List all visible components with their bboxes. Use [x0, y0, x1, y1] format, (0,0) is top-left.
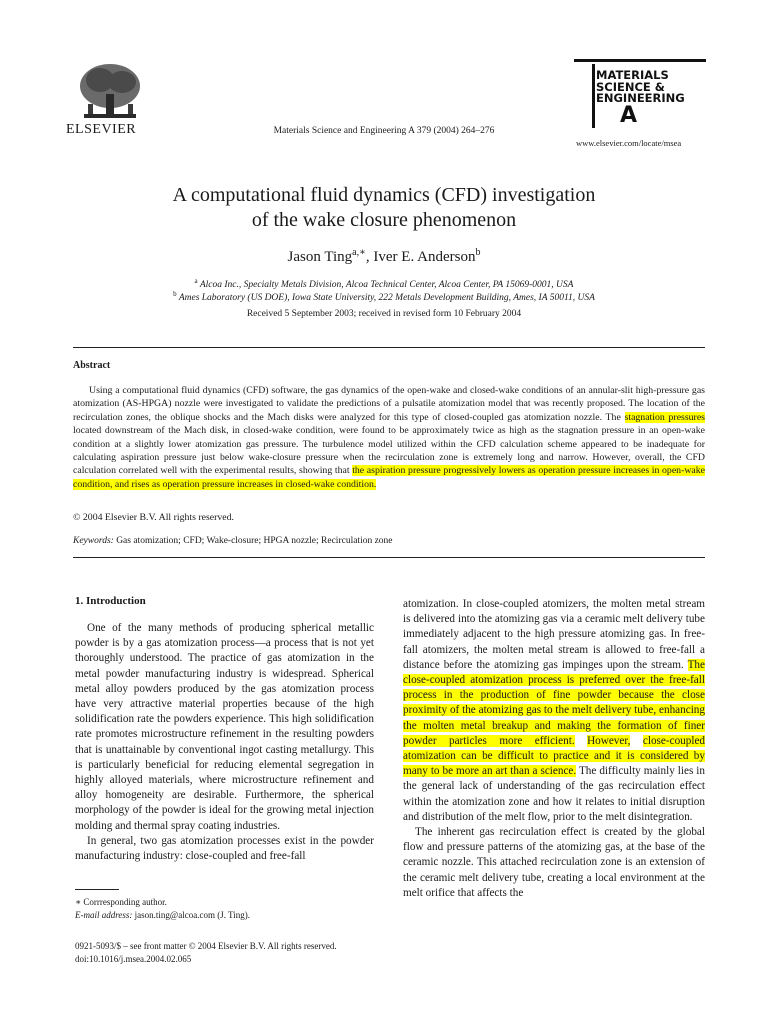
highlight-stagnation: stagnation pressures [624, 411, 705, 423]
doi[interactable]: doi:10.1016/j.msea.2004.02.065 [75, 954, 192, 964]
journal-logo [574, 58, 706, 128]
column-left [75, 621, 374, 864]
issn-doi: 0921-5093/$ – see front matter © 2004 Elsevier B.V. All rights reserved. doi:10.1016/j.msea.2004.02.065 [75, 941, 337, 964]
footnote-rule [75, 889, 119, 890]
journal-logo-text: MATERIALS SCIENCE & ENGINEERING [596, 68, 685, 105]
affiliation-a: $^a$ Alcoa Inc., Specialty Metals Division, Alcoa Technical Center, Alcoa Center, PA 15069-0001, USA [194, 277, 574, 291]
highlight-aspiration: the aspiration pressure progressively lowers as operation pressure increases in open-wake condition, and rises as operation pressure increases in closed-wake condition. [73, 465, 705, 490]
journal-logo-letter: A [620, 103, 638, 128]
paragraph: The inherent gas recirculation effect is created by the global flow and pressure patterns of the atomizing gas, at the base of the ceramic nozzle. This attached recirculation zone is an extension of the ceramic melt delivery tube, creating a local environment at the melt orifice that affects the [403, 826, 705, 899]
highlight-close-coupled: The close-coupled atomization process is preferred over the free-fall process in the production of fine powder because the close proximity of the atomizing gas to the melt delivery tube, enhancing the molten metal breakup and making the formation of finer powder particles more efficient. [403, 658, 705, 747]
author-list: Jason Ting$^{a,∗}$, Iver E. Anderson$^b$ [287, 247, 481, 265]
author-1-mark: a,∗ [352, 247, 366, 258]
author-2-mark: b [475, 247, 481, 258]
journal-url[interactable]: www.elsevier.com/locate/msea [576, 138, 682, 148]
author-1: Jason Ting [287, 249, 353, 265]
affiliation-b: $^b$ Ames Laboratory (US DOE), Iowa State University, 222 Metals Development Building, Ames, IA 50011, USA [173, 290, 595, 304]
abstract-heading: Abstract [73, 360, 111, 371]
paragraph: atomization. In close-coupled atomizers, the molten metal stream is delivered into the atomizing gas via a ceramic melt delivery tube immediately adjacent to the high pressure atomizing gas. In free-fall atomizers, the molten metal stream is allowed to free-fall a distance before the atomizing gas impinges upon the stream. The close-coupled atomization process is preferred over the free-fall process in the production of fine powder because the close proximity of the atomizing gas to the melt delivery tube, enhancing the molten metal breakup and making the formation of finer powder particles more efficient. However, close-coupled atomization can be difficult to practice and it is considered by many to be more an art than a science. The difficulty mainly lies in the general lack of understanding of the gas recirculation effect within the atomization zone and how it relates to initial disruption and distribution of the melt flow, prior to the melt disintegration. [403, 598, 706, 823]
abstract-body: Using a computational fluid dynamics (CFD) software, the gas dynamics of the open-wake and closed-wake conditions of an annular-slit high-pressure gas atomization (AS-HPGA) nozzle were investigated to validate the predictions of a pulsatile atomization model that was recently proposed. The location of the recirculation zones, the oblique shocks and the Mach disks were analyzed for this type of closed-coupled gas atomization nozzle. The stagnation pressures located downstream of the Mach disk, in closed-wake condition, were found to be approximately twice as high as the stagnation pressure in an open-wake condition at a slightly lower atomization gas pressure. The turbulence model utilized within the CFD calculation scheme appeared to be inadequate for calculating aspiration pressure just below wake-closure pressure when the recirculation zone is extremely long and narrow. However, overall, the CFD calculation correlated well with the experimental results, showing that the aspiration pressure progressively lowers as operation pressure increases in open-wake condition, and rises as operation pressure increases in closed-wake condition. [73, 385, 705, 490]
received-dates: Received 5 September 2003; received in revised form 10 February 2004 [246, 309, 522, 319]
top-rule [73, 347, 705, 348]
paragraph: In general, two gas atomization processes exist in the powder manufacturing industry: close-coupled and free-fall [75, 834, 374, 863]
journal-reference: Materials Science and Engineering A 379 (2004) 264–276 [273, 126, 495, 136]
highlight-however: However, [587, 734, 631, 747]
footnote-email: E-mail address: jason.ting@alcoa.com (J. Ting). [75, 910, 250, 920]
abstract-copyright: © 2004 Elsevier B.V. All rights reserved. [73, 512, 234, 523]
abstract-bottom-rule [73, 557, 705, 558]
footnote-corresponding: ∗ Corrresponding author. [75, 897, 167, 907]
paragraph: One of the many methods of producing spherical metallic powder is by a gas atomization process—a process that is not yet thoroughly understood. The practice of gas atomization in the metal powder manufacturing industry is widespread. Spherical metal alloy powders produced by the gas atomization process have very attractive material properties because of the high solidification rate the powders experience. This high solidification rate promotes microstructure refinement in the resulting powders that is unattainable by conventional ingot casting metallurgy. This is particularly beneficial for reducing elemental segregation in highly alloyed materials, where microstructure refinement and alloy homogeneity are desirable. Furthermore, the spherical morphology of the powder is ideal for the growing metal injection molding and thermal spray coating industries. [75, 622, 374, 832]
paper-title: A computational fluid dynamics (CFD) investigation of the wake closure phenomenon [172, 184, 596, 231]
publisher-name: ELSEVIER [66, 122, 137, 137]
author-2: Iver E. Anderson [373, 249, 476, 265]
email-link[interactable]: jason.ting@alcoa.com (J. Ting). [132, 910, 250, 920]
highlight-art-science: close-coupled atomization can be difficult to practice and it is considered by many to be more an art than a science. [403, 734, 706, 778]
column-right [403, 597, 705, 901]
section-heading: 1. Introduction [75, 595, 146, 607]
keywords: Keywords: Gas atomization; CFD; Wake-closure; HPGA nozzle; Recirculation zone [73, 536, 393, 546]
